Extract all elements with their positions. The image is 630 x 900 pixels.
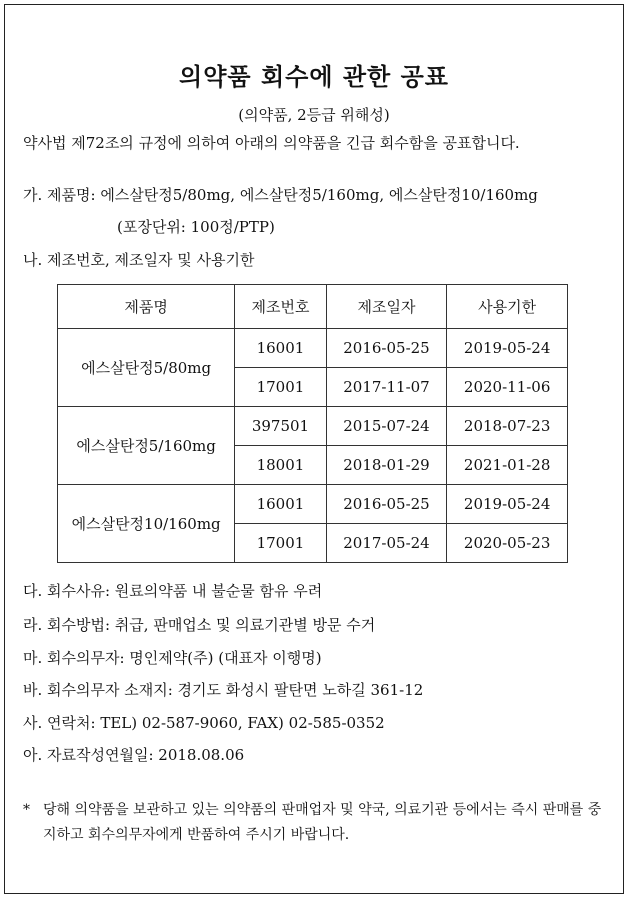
table-row	[58, 407, 568, 446]
mfg-date-cell: 2015-07-24	[326, 407, 447, 446]
exp-date-cell: 2019-05-24	[447, 329, 568, 368]
exp-date-cell: 2019-05-24	[447, 485, 568, 524]
table-row	[58, 485, 568, 524]
mfg-date-cell: 2018-01-29	[326, 446, 447, 485]
footnote	[23, 798, 613, 848]
item-recall-method: 라. 회수방법: 취급, 판매업소 및 의료기관별 방문 수거	[23, 616, 376, 634]
mfg-date-cell: 2016-05-25	[326, 485, 447, 524]
exp-date-cell: 2021-01-28	[447, 446, 568, 485]
item-product-names: 가. 제품명: 에스살탄정5/80mg, 에스살탄정5/160mg, 에스살탄정10/160mg	[23, 186, 538, 204]
footnote-asterisk: *	[23, 802, 30, 818]
item-lot-info-heading: 나. 제조번호, 제조일자 및 사용기한	[23, 251, 255, 269]
page-title: 의약품 회수에 관한 공표	[179, 63, 449, 91]
mfg-date-cell: 2016-05-25	[326, 329, 447, 368]
exp-date-cell: 2020-11-06	[447, 368, 568, 407]
lot-number-cell: 18001	[235, 446, 326, 485]
footnote-text: 당해 의약품을 보관하고 있는 의약품의 판매업자 및 약국, 의료기관 등에서는 즉시 판매를 중지하고 회수의무자에게 반품하여 주시기 바랍니다.	[43, 802, 602, 843]
lot-number-cell: 17001	[235, 368, 326, 407]
lot-number-cell: 16001	[235, 329, 326, 368]
lot-number-cell: 16001	[235, 485, 326, 524]
header-product-name: 제품명	[58, 285, 235, 329]
page-subtitle: (의약품, 2등급 위해성)	[238, 106, 390, 124]
header-lot-number: 제조번호	[235, 285, 326, 329]
lot-number-cell: 17001	[235, 524, 326, 563]
item-recall-reason: 다. 회수사유: 원료의약품 내 불순물 함유 우려	[23, 582, 323, 600]
table-header-row	[58, 285, 568, 329]
lot-number-cell: 397501	[235, 407, 326, 446]
header-mfg-date: 제조일자	[326, 285, 447, 329]
item-contact: 사. 연락처: TEL) 02-587-9060, FAX) 02-585-0352	[23, 714, 385, 732]
exp-date-cell: 2020-05-23	[447, 524, 568, 563]
recall-notice-page	[4, 4, 624, 894]
product-name-cell: 에스살탄정5/160mg	[58, 407, 235, 485]
item-packaging-unit: (포장단위: 100정/PTP)	[117, 218, 275, 236]
exp-date-cell: 2018-07-23	[447, 407, 568, 446]
item-document-date: 아. 자료작성연월일: 2018.08.06	[23, 746, 245, 764]
mfg-date-cell: 2017-11-07	[326, 368, 447, 407]
product-name-cell: 에스살탄정5/80mg	[58, 329, 235, 407]
mfg-date-cell: 2017-05-24	[326, 524, 447, 563]
recall-lot-table	[57, 284, 568, 563]
table-row	[58, 329, 568, 368]
product-name-cell: 에스살탄정10/160mg	[58, 485, 235, 563]
header-exp-date: 사용기한	[447, 285, 568, 329]
item-obligor-address: 바. 회수의무자 소재지: 경기도 화성시 팔탄면 노하길 361-12	[23, 681, 424, 699]
intro-statement: 약사법 제72조의 규정에 의하여 아래의 의약품을 긴급 회수함을 공표합니다.	[23, 134, 520, 152]
item-recall-obligor: 마. 회수의무자: 명인제약(주) (대표자 이행명)	[23, 649, 322, 667]
